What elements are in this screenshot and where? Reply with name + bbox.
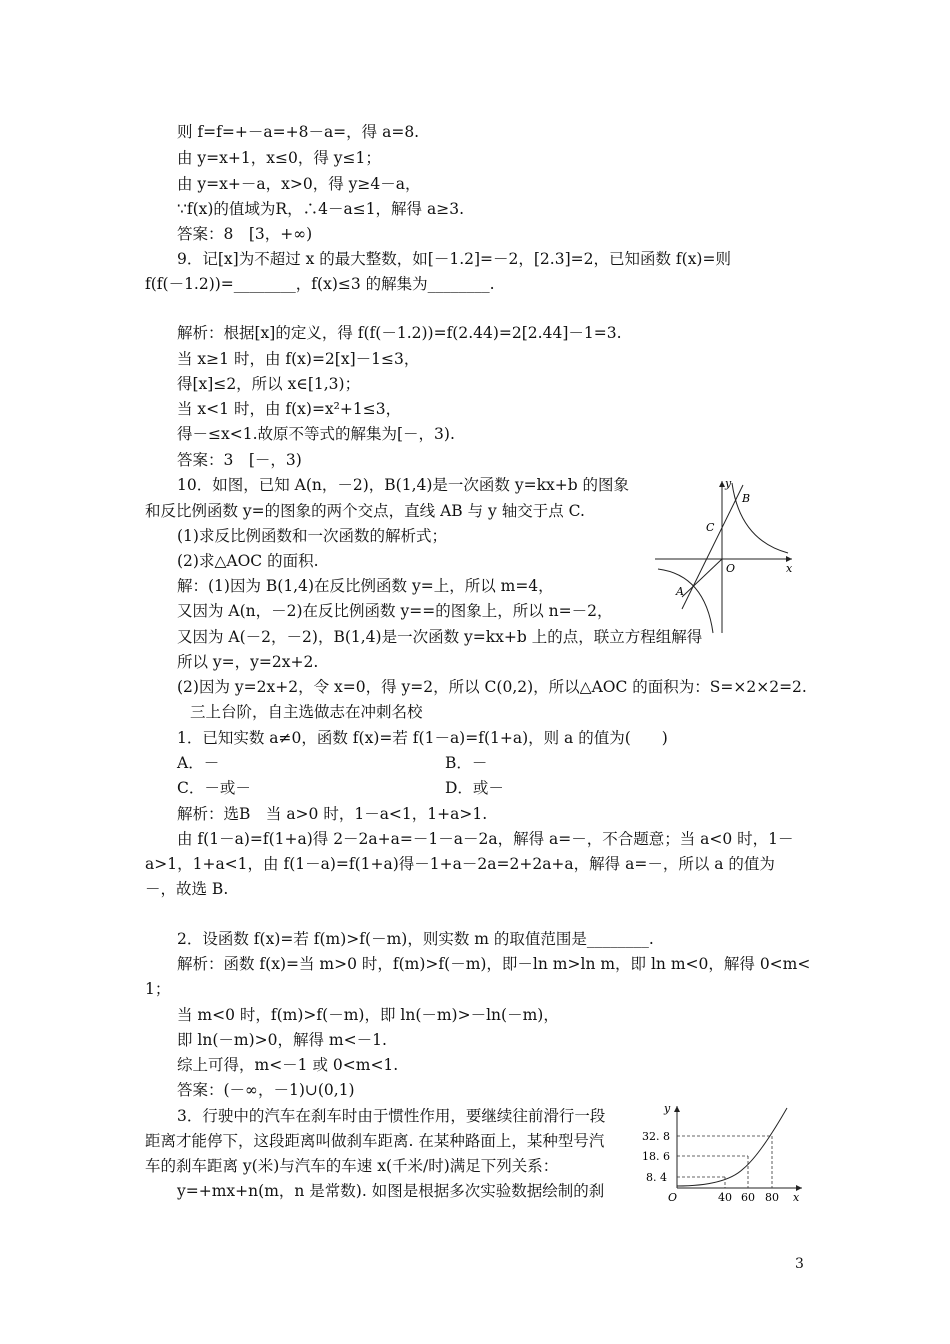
option-d: D．或－: [445, 779, 504, 797]
text-line: 即 ln(－m)>0，解得 m<－1.: [177, 1031, 387, 1049]
text-line: (2)求△AOC 的面积.: [177, 552, 319, 570]
answer-line: 答案：(－∞，－1)∪(0,1): [177, 1081, 355, 1099]
text-line: 得[x]≤2，所以 x∈[1,3)；: [177, 375, 361, 393]
axis-label-y: y: [664, 1102, 671, 1115]
text-line: 当 m<0 时，f(m)>f(－m)，即 ln(－m)>－ln(－m)，: [177, 1006, 559, 1024]
text-line: 又因为 A(－2，－2)，B(1,4)是一次函数 y=kx+b 上的点，联立方程组解得: [177, 628, 703, 646]
axis-label-x: x: [786, 562, 793, 575]
text-line: 当 x≥1 时，由 f(x)=2[x]－1≤3，: [177, 350, 420, 368]
question-10: 10．如图，已知 A(n，－2)，B(1,4)是一次函数 y=kx+b 的图象: [177, 476, 630, 494]
axis-label-x: x: [793, 1191, 800, 1204]
text-line: 距离才能停下，这段距离叫做刹车距离. 在某种路面上，某种型号汽: [145, 1132, 605, 1150]
question-3: 3．行驶中的汽车在刹车时由于惯性作用，要继续往前滑行一段: [177, 1107, 606, 1125]
tick-label-x: 80: [765, 1191, 779, 1204]
text-line: ∵f(x)的值域为R，∴4－a≤1，解得 a≥3.: [177, 200, 465, 218]
solution-line: 解析：函数 f(x)=当 m>0 时，f(m)>f(－m)，即－ln m>ln m，即 ln m<0，解得 0<m<: [177, 955, 811, 973]
page-number: 3: [795, 1256, 804, 1272]
question-9: 9．记[x]为不超过 x 的最大整数，如[－1.2]=－2，[2.3]=2，已知函数 f(x)=则: [177, 250, 731, 268]
tick-label-y: 18. 6: [642, 1150, 670, 1163]
axis-label-y: y: [725, 477, 732, 490]
figure-braking-distance: [640, 1100, 810, 1206]
text-line: 由 y=x+－a，x>0，得 y≥4－a，: [177, 175, 421, 193]
text-line: f(f(－1.2))=________，f(x)≤3 的解集为________.: [145, 275, 495, 293]
text-line: (2)因为 y=2x+2，令 x=0，得 y=2，所以 C(0,2)，所以△AOC 的面积为：S=×2×2=2.: [177, 678, 807, 696]
origin-label: O: [726, 562, 736, 575]
tick-label-y: 32. 8: [642, 1130, 670, 1143]
text-line: 所以 y=，y=2x+2.: [177, 653, 319, 671]
answer-line: 答案：8 [3，+∞): [177, 225, 313, 243]
point-label-c: C: [706, 521, 715, 534]
tick-label-x: 40: [718, 1191, 732, 1204]
text-line: 车的刹车距离 y(米)与汽车的车速 x(千米/时)满足下列关系：: [145, 1157, 559, 1175]
text-line: 得－≤x<1.故原不等式的解集为[－，3).: [177, 425, 455, 443]
text-line: 由 y=x+1，x≤0，得 y≤1；: [177, 149, 381, 167]
point-label-b: B: [742, 492, 751, 505]
point-label-a: A: [676, 585, 684, 598]
text-line: 又因为 A(n，－2)在反比例函数 y==的图象上，所以 n=－2，: [177, 602, 613, 620]
solution-line: 解析：根据[x]的定义，得 f(f(－1.2))=f(2.44)=2[2.44]－1=3.: [177, 324, 622, 342]
option-b: B．－: [445, 754, 488, 772]
text-line: 和反比例函数 y=的图象的两个交点，直线 AB 与 y 轴交于点 C.: [145, 502, 585, 520]
origin-label: O: [668, 1191, 678, 1204]
solution-line: 解析：选B 当 a>0 时，1－a<1，1+a>1.: [177, 805, 488, 823]
option-c: C．－或－: [177, 779, 251, 797]
text-line: a>1，1+a<1，由 f(1－a)=f(1+a)得－1+a－2a=2+2a+a，解得 a=－，所以 a 的值为: [145, 855, 775, 873]
text-line: 则 f=f=+－a=+8－a=，得 a=8.: [177, 123, 420, 141]
text-line: －，故选 B.: [145, 880, 229, 898]
option-a: A．－: [177, 754, 220, 772]
answer-line: 答案：3 [－，3): [177, 451, 302, 469]
solution-line: 解：(1)因为 B(1,4)在反比例函数 y=上，所以 m=4，: [177, 577, 554, 595]
question-1: 1．已知实数 a≠0，函数 f(x)=若 f(1－a)=f(1+a)，则 a 的值为( ): [177, 729, 668, 747]
text-line: y=+mx+n(m，n 是常数). 如图是根据多次实验数据绘制的刹: [177, 1182, 605, 1200]
tick-label-x: 60: [741, 1191, 755, 1204]
text-line: (1)求反比例函数和一次函数的解析式；: [177, 527, 447, 545]
text-line: 由 f(1－a)=f(1+a)得 2－2a+a=－1－a－2a，解得 a=－，不合题意；当 a<0 时，1－: [177, 830, 794, 848]
tick-label-y: 8. 4: [646, 1171, 667, 1184]
text-line: 1；: [145, 980, 171, 998]
section-heading: 三上台阶，自主选做志在冲刺名校: [190, 703, 423, 721]
text-line: 当 x<1 时，由 f(x)=x²+1≤3，: [177, 400, 402, 418]
question-2: 2．设函数 f(x)=若 f(m)>f(－m)，则实数 m 的取值范围是________.: [177, 930, 654, 948]
figure-hyperbola-line: [650, 475, 800, 635]
text-line: 综上可得，m<－1 或 0<m<1.: [177, 1056, 399, 1074]
